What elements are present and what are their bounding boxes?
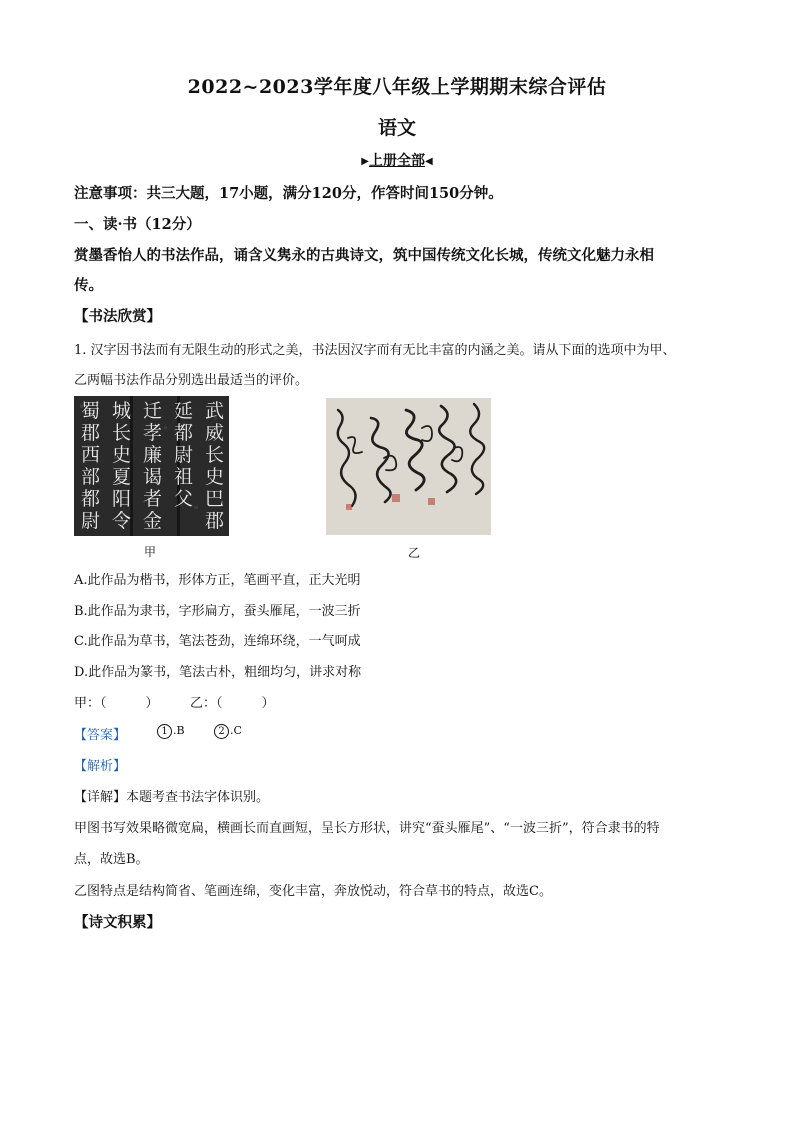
option-d: D.此作品为篆书，笔法古朴，粗细均匀，讲求对称	[74, 665, 362, 680]
section-intro-line1: 赏墨香怡人的书法作品，诵含义隽永的古典诗文，筑中国传统文化长城，传统文化魅力永相	[74, 247, 654, 264]
option-b: B.此作品为隶书，字形扁方，蚕头雁尾，一波三折	[74, 604, 361, 619]
calligraphy-column-b	[398, 408, 421, 468]
detail-line	[74, 786, 269, 805]
scope-label	[0, 150, 794, 170]
calligraphy-column-b	[332, 408, 355, 448]
answer-value-1: .B	[173, 724, 185, 737]
analysis-label: 【解析】	[74, 759, 127, 774]
image-a-caption: 甲	[144, 545, 157, 559]
subject-title: 语文	[377, 117, 416, 139]
analysis-para1-line1: 甲图书写效果略微宽扁，横画长而直画短，呈长方形状，讲究“蚕头雁尾”、“一波三折”，符合隶书的特	[74, 821, 660, 836]
question-line2: 乙两幅书法作品分别选出最适当的评价。	[74, 373, 309, 388]
right-triangle-icon: ▶	[361, 156, 369, 167]
analysis-para1-line2: 点，故选B。	[74, 852, 149, 867]
calligraphy-heading: 【书法欣赏】	[74, 308, 161, 325]
calligraphy-column-b	[464, 408, 487, 468]
scope-text: 上册全部	[369, 153, 425, 169]
calligraphy-column-a: 武威长史巴郡	[204, 400, 224, 532]
calligraphy-column-b	[365, 408, 388, 448]
answer-item-1	[157, 724, 185, 739]
calligraphy-column-a: 迁孝廉谒者金	[142, 400, 162, 532]
option-c: C.此作品为草书，笔法苍劲，连绵环绕，一气呵成	[74, 634, 361, 649]
detail-text: 本题考查书法字体识别。	[126, 790, 270, 805]
document-title: 2022~2023学年度八年级上学期期末综合评估	[187, 76, 607, 98]
next-section-heading: 【诗文积累】	[74, 914, 161, 931]
calligraphy-image-a	[74, 396, 229, 536]
answer-value-2: .C	[230, 724, 242, 737]
calligraphy-column-a: 城长史夏阳令	[111, 400, 131, 532]
calligraphy-image-b	[326, 398, 491, 535]
circled-number-1: 1	[157, 724, 172, 739]
section-heading: 一、读·书（12分）	[74, 216, 201, 233]
detail-label: 【详解】	[74, 790, 127, 805]
circled-number-2: 2	[214, 724, 229, 739]
answer-label: 【答案】	[74, 728, 127, 743]
calligraphy-column-b	[431, 408, 454, 468]
image-b-caption: 乙	[408, 546, 421, 560]
option-a: A.此作品为楷书，形体方正，笔画平直，正大光明	[74, 573, 361, 588]
left-triangle-icon: ◀	[425, 156, 433, 167]
question-line1: 1. 汉字因书法而有无限生动的形式之美，书法因汉字而有无比丰富的内涵之美。请从下面的选项中为甲、	[74, 343, 676, 358]
notice-text: 注意事项：共三大题，17小题，满分120分，作答时间150分钟。	[74, 185, 503, 202]
calligraphy-column-a: 延都尉祖父	[173, 400, 193, 510]
answer-item-2	[214, 724, 242, 739]
analysis-para2: 乙图特点是结构简省、笔画连绵，变化丰富，奔放悦动，符合草书的特点，故选C。	[74, 884, 552, 899]
blank-b: 乙：（ ）	[190, 696, 275, 711]
section-intro-line2: 传。	[74, 277, 103, 294]
calligraphy-column-a: 蜀郡西部都尉	[80, 400, 100, 532]
blank-a: 甲：（ ）	[74, 696, 159, 711]
